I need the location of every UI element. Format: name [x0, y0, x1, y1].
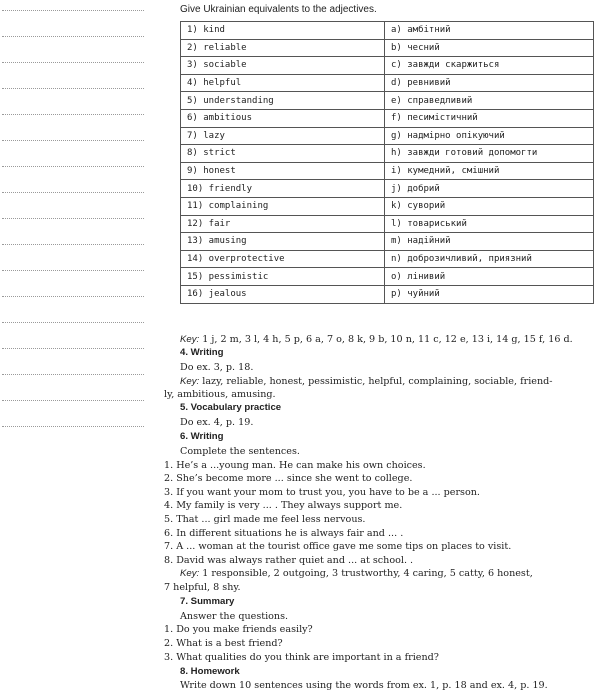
section-heading: 6. Writing	[180, 431, 224, 442]
english-adjective: 2) reliable	[181, 39, 385, 57]
english-adjective: 7) lazy	[181, 127, 385, 145]
margin-line	[2, 374, 144, 375]
table-row	[181, 57, 594, 75]
ukrainian-equivalent: a) амбітний	[385, 22, 594, 40]
margin-line	[2, 322, 144, 323]
table-row	[181, 162, 594, 180]
list-item: 3. If you want your mom to trust you, you have to be a ... person.	[164, 487, 480, 498]
ukrainian-equivalent: g) надмірно опікуючий	[385, 127, 594, 145]
ukrainian-equivalent: b) чесний	[385, 39, 594, 57]
ukrainian-equivalent: n) доброзичливий, приязний	[385, 250, 594, 268]
section-task: Do ex. 3, p. 18.	[180, 362, 254, 373]
section-heading: 7. Summary	[180, 596, 235, 607]
section-answer-key	[180, 568, 533, 579]
margin-line	[2, 426, 144, 427]
ukrainian-equivalent: f) песимістичний	[385, 109, 594, 127]
list-item: 5. That ... girl made me feel less nervous.	[164, 514, 366, 525]
margin-line	[2, 400, 144, 401]
table-row	[181, 145, 594, 163]
ukrainian-equivalent: h) завжди готовий допомогти	[385, 145, 594, 163]
english-adjective: 16) jealous	[181, 285, 385, 303]
list-item: 1. He’s a ...young man. He can make his own choices.	[164, 460, 426, 471]
english-adjective: 8) strict	[181, 145, 385, 163]
list-item: 1. Do you make friends easily?	[164, 624, 313, 635]
list-item: 2. She’s become more ... since she went to college.	[164, 473, 413, 484]
section-heading: 5. Vocabulary practice	[180, 402, 282, 413]
ukrainian-equivalent: k) суворий	[385, 197, 594, 215]
table-row	[181, 92, 594, 110]
section-heading: 4. Writing	[180, 347, 224, 358]
english-adjective: 9) honest	[181, 162, 385, 180]
english-adjective: 12) fair	[181, 215, 385, 233]
key-label: Key:	[180, 568, 200, 579]
key-label: Key:	[180, 376, 200, 387]
english-adjective: 6) ambitious	[181, 109, 385, 127]
margin-line	[2, 36, 144, 37]
ukrainian-equivalent: e) справедливий	[385, 92, 594, 110]
margin-line	[2, 166, 144, 167]
key-text-continued: 7 helpful, 8 shy.	[164, 582, 241, 593]
key-text: lazy, reliable, honest, pessimistic, helpful, complaining, sociable, friend-	[199, 376, 553, 387]
english-adjective: 5) understanding	[181, 92, 385, 110]
margin-line	[2, 10, 144, 11]
key-text: 1 responsible, 2 outgoing, 3 trustworthy, 4 caring, 5 catty, 6 honest,	[199, 568, 533, 579]
key-text: 1 j, 2 m, 3 l, 4 h, 5 p, 6 a, 7 o, 8 k, 9 b, 10 n, 11 c, 12 e, 13 i, 14 g, 15 f, 16 d.	[199, 334, 573, 345]
margin-line	[2, 88, 144, 89]
list-item: 4. My family is very ... . They always support me.	[164, 500, 403, 511]
table-row	[181, 197, 594, 215]
list-item: 8. David was always rather quiet and ... at school. .	[164, 555, 414, 566]
list-item: 6. In different situations he is always fair and ... .	[164, 528, 404, 539]
english-adjective: 4) helpful	[181, 74, 385, 92]
ukrainian-equivalent: j) добрий	[385, 180, 594, 198]
exercise-instruction: Give Ukrainian equivalents to the adjectives.	[180, 4, 377, 15]
adjectives-table	[180, 21, 594, 304]
table-row	[181, 74, 594, 92]
section-task: Do ex. 4, p. 19.	[180, 417, 254, 428]
ukrainian-equivalent: i) кумедний, смішний	[385, 162, 594, 180]
list-item: 7. A ... woman at the tourist office gave me some tips on places to visit.	[164, 541, 512, 552]
table-row	[181, 268, 594, 286]
table-row	[181, 39, 594, 57]
margin-line	[2, 140, 144, 141]
key-text-continued: ly, ambitious, amusing.	[164, 389, 276, 400]
ukrainian-equivalent: d) ревнивий	[385, 74, 594, 92]
english-adjective: 13) amusing	[181, 233, 385, 251]
margin-line	[2, 62, 144, 63]
table-row	[181, 250, 594, 268]
english-adjective: 11) complaining	[181, 197, 385, 215]
ukrainian-equivalent: c) завжди скаржиться	[385, 57, 594, 75]
table-row	[181, 285, 594, 303]
english-adjective: 14) overprotective	[181, 250, 385, 268]
ukrainian-equivalent: o) лінивий	[385, 268, 594, 286]
english-adjective: 3) sociable	[181, 57, 385, 75]
section-task: Answer the questions.	[180, 611, 289, 622]
margin-line	[2, 114, 144, 115]
table-row	[181, 109, 594, 127]
ukrainian-equivalent: m) надійний	[385, 233, 594, 251]
key-label: Key:	[180, 334, 200, 345]
table-row	[181, 215, 594, 233]
margin-line	[2, 192, 144, 193]
margin-line	[2, 244, 144, 245]
table-row	[181, 22, 594, 40]
margin-line	[2, 348, 144, 349]
margin-line	[2, 296, 144, 297]
section-task: Write down 10 sentences using the words from ex. 1, p. 18 and ex. 4, p. 19.	[180, 680, 548, 691]
table-row	[181, 180, 594, 198]
list-item: 3. What qualities do you think are important in a friend?	[164, 652, 439, 663]
ukrainian-equivalent: l) товариський	[385, 215, 594, 233]
margin-line	[2, 270, 144, 271]
english-adjective: 1) kind	[181, 22, 385, 40]
table-row	[181, 127, 594, 145]
english-adjective: 10) friendly	[181, 180, 385, 198]
section-task: Complete the sentences.	[180, 446, 300, 457]
list-item: 2. What is a best friend?	[164, 638, 283, 649]
margin-line	[2, 218, 144, 219]
section-answer-key	[180, 376, 553, 387]
ukrainian-equivalent: p) чуйний	[385, 285, 594, 303]
section-heading: 8. Homework	[180, 666, 240, 677]
english-adjective: 15) pessimistic	[181, 268, 385, 286]
table-answer-key	[180, 334, 573, 345]
table-row	[181, 233, 594, 251]
